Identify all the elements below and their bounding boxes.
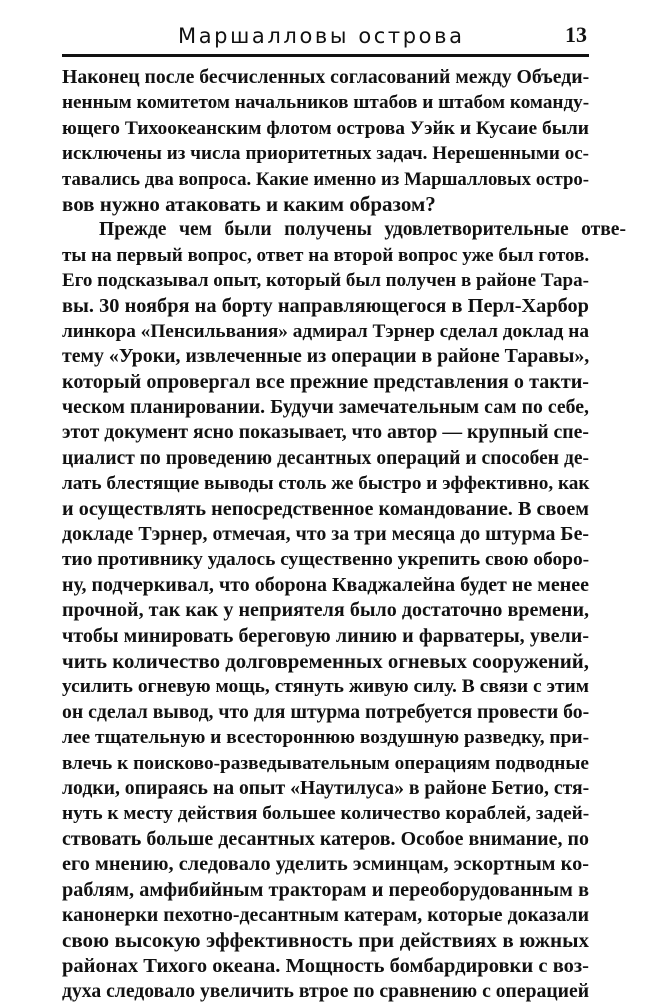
text-line: лать блестящие выводы столь же быстро и эффективно, как [62, 473, 590, 495]
text-line: его мнению, следовало уделить эсминцам, эскортным ко- [62, 853, 589, 876]
text-line: Его подсказывал опыт, который был получен в районе Тара- [62, 270, 589, 292]
text-line: чить количество долговременных огневых сооружений, [62, 648, 589, 673]
text-line: Наконец после бесчисленных согласований между Объеди- [62, 66, 590, 88]
text-line: чтобы минировать береговую линию и фарватеры, увели- [62, 624, 589, 647]
text-line: тио противнику удалось существенно укрепить свою оборо- [62, 549, 590, 571]
text-line: вы. 30 ноября на борту направляющегося в Перл-Харбор [62, 294, 589, 317]
text-line: который опровергал все прежние представления о такти- [62, 370, 589, 393]
text-line: ненным комитетом начальников штабов и штабом команду- [62, 92, 590, 114]
paragraph-2 [62, 217, 626, 1004]
book-page [62, 20, 626, 1004]
paragraph-1 [62, 65, 589, 217]
text-line: лодки, опираясь на опыт «Наутилуса» в районе Бетио, стя- [62, 776, 590, 799]
text-line: докладе Тэрнер, отмечая, что за три месяца до штурма Бе- [62, 523, 589, 546]
text-line: ческом планировании. Будучи замечательным сам по себе, [62, 396, 589, 419]
text-line: этот документ ясно показывает, что автор — крупный спе- [62, 421, 589, 444]
running-header [62, 20, 589, 57]
page-number: 13 [565, 22, 587, 47]
text-line: ствовать больше десантных катеров. Особое внимание, по [62, 827, 589, 850]
text-line: тавались два вопроса. Какие именно из Маршалловых остро- [62, 168, 589, 190]
text-line: усилить огневую мощь, стянуть живую силу. В связи с этим [62, 676, 589, 698]
text-line: тему «Уроки, извлеченные из операции в районе Таравы», [62, 345, 590, 368]
text-line: нуть к месту действия большее количество кораблей, задей- [62, 803, 590, 825]
text-line: ющего Тихоокеанским флотом острова Уэйк и Кусаие были [62, 117, 589, 139]
text-line: духа следовало увеличить втрое по сравнению с операцией [62, 980, 590, 1003]
text-line: прочной, так как у неприятеля было достаточно времени, [62, 599, 589, 622]
text-line: циалист по проведению десантных операций и способен де- [62, 447, 589, 469]
text-line: свою высокую эффективность при действиях в южных [62, 928, 589, 953]
text-line: раблям, амфибийным тракторам и переоборудованным в [62, 878, 589, 901]
text-line: ты на первый вопрос, ответ на второй вопрос уже был готов. [62, 244, 590, 266]
text-line: линкора «Пенсильвания» адмирал Тэрнер сделал доклад на [62, 320, 589, 342]
text-line: он сделал вывод, что для штурма потребуется провести бо- [62, 700, 590, 723]
text-line: канонерки пехотно-десантным катерам, которые доказали [62, 903, 589, 926]
text-line: исключены из числа приоритетных задач. Нерешенными ос- [62, 143, 589, 165]
text-line: вов нужно атаковать и каким образом? [62, 191, 436, 216]
text-line: влечь к поисково-разведывательным операциям подводные [62, 752, 589, 774]
text-line: лее тщательную и всестороннюю воздушную разведку, при- [62, 727, 590, 749]
text-line: районах Тихого океана. Мощность бомбардировки с воз- [62, 954, 589, 977]
running-title: Маршалловы острова [178, 24, 465, 48]
text-line: Прежде чем были получены удовлетворительные отве- [99, 219, 626, 241]
text-line: ну, подчеркивал, что оборона Кваджалейна будет не менее [62, 573, 589, 596]
body-text [62, 65, 626, 1004]
text-line: и осуществлять непосредственное командование. В своем [62, 497, 589, 520]
